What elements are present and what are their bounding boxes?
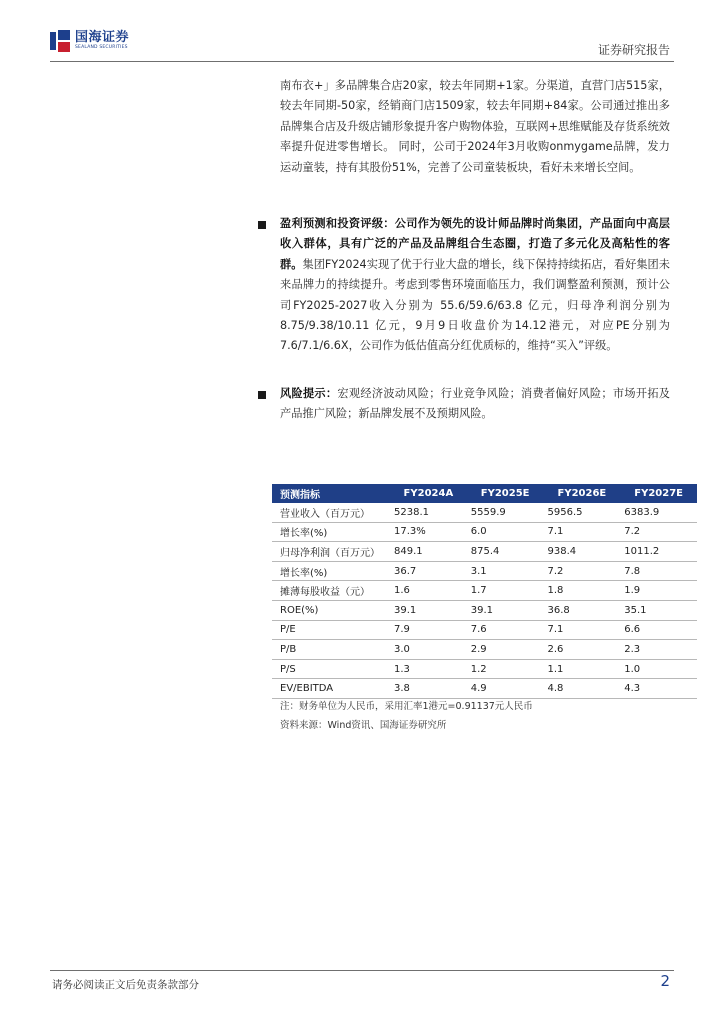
table-cell: 4.9 (467, 679, 544, 699)
table-cell: 5238.1 (390, 503, 467, 522)
table-row (272, 561, 697, 581)
table-cell: 5956.5 (544, 503, 621, 522)
forecast-body: 集团FY2024实现了优于行业大盘的增长，线下保持持续拓店，看好集团未来品牌力的持续提升。考虑到零售环境面临压力，我们调整盈利预测，预计公司FY2025-2027收入分别为 55.6/59.6/63.8 亿元，归母净利润分别为 8.75/9.38/10.11 亿元，9月9日收盘价为14.12港元，对应PE分别为7.6/7.1/6.6X，公司作为低估值高分红优质标的，维持“买入”评级。 (280, 257, 670, 353)
table-cell: 归母净利润（百万元） (272, 542, 390, 562)
risk-paragraph (280, 384, 670, 425)
footer-disclaimer: 请务必阅读正文后免责条款部分 (52, 979, 199, 991)
table-cell: EV/EBITDA (272, 679, 390, 699)
footer-divider (50, 970, 674, 971)
logo-name-cn: 国海证券 (75, 30, 130, 45)
page-number: 2 (660, 972, 670, 990)
table-cell: 7.2 (620, 522, 697, 542)
table-cell: 17.3% (390, 522, 467, 542)
brand-logo (50, 30, 129, 52)
table-cell: 营业收入（百万元） (272, 503, 390, 522)
table-cell: ROE(%) (272, 600, 390, 620)
intro-paragraph: 南布衣+」多品牌集合店20家，较去年同期+1家。分渠道，直营门店515家，较去年同期-50家，经销商门店1509家，较去年同期+84家。公司通过推出多品牌集合店及升级店铺形象提升客户购物体验，互联网+思维赋能及存货系统效率提升促进零售增长。 同时，公司于2024年3月收购onmygame品牌，发力运动童装，持有其股份51%，完善了公司童装板块，看好未来增长空间。 (280, 79, 670, 174)
table-cell: 2.3 (620, 640, 697, 660)
table-cell: 39.1 (467, 600, 544, 620)
table-row (272, 620, 697, 640)
risk-lead: 风险提示： (280, 387, 338, 400)
table-cell: 摊薄每股收益（元） (272, 581, 390, 601)
table-cell: 3.1 (467, 561, 544, 581)
table-cell: 增长率(%) (272, 561, 390, 581)
table-header-cell: 预测指标 (272, 484, 390, 503)
logo-icon (50, 30, 70, 52)
header-divider (50, 61, 674, 62)
table-cell: 6383.9 (620, 503, 697, 522)
table-cell: P/S (272, 659, 390, 679)
table-cell: 1.0 (620, 659, 697, 679)
table-cell: 3.8 (390, 679, 467, 699)
table-cell: 7.6 (467, 620, 544, 640)
table-cell: 7.9 (390, 620, 467, 640)
table-cell: 39.1 (390, 600, 467, 620)
table-row (272, 503, 697, 522)
table-cell: 1.6 (390, 581, 467, 601)
report-type-label: 证券研究报告 (597, 43, 670, 57)
table-cell: P/E (272, 620, 390, 640)
table-cell: 7.1 (544, 522, 621, 542)
table-row (272, 600, 697, 620)
table-cell: 1.7 (467, 581, 544, 601)
table-row (272, 659, 697, 679)
table-cell: 4.3 (620, 679, 697, 699)
source-note: 资料来源：Wind资讯、国海证券研究所 (280, 720, 447, 731)
table-cell: 1.9 (620, 581, 697, 601)
table-cell: 7.2 (544, 561, 621, 581)
table-row (272, 679, 697, 699)
table-cell: 增长率(%) (272, 522, 390, 542)
forecast-table (272, 484, 697, 699)
bullet-square-icon (258, 391, 266, 399)
table-cell: 938.4 (544, 542, 621, 562)
table-cell: 1.3 (390, 659, 467, 679)
forecast-lead: 盈利预测和投资评级：公司作为领先的设计师品牌时尚集团，产品面向中高层收入群体，具有广泛的产品及品牌组合生态圈，打造了多元化及高粘性的客群。 (280, 217, 670, 271)
risk-body: 宏观经济波动风险；行业竞争风险；消费者偏好风险；市场开拓及产品推广风险；新品牌发展不及预期风险。 (280, 387, 670, 421)
table-header-cell: FY2025E (467, 484, 544, 503)
table-cell: 1.8 (544, 581, 621, 601)
bullet-square-icon (258, 221, 266, 229)
table-cell: 1.1 (544, 659, 621, 679)
table-cell: 6.6 (620, 620, 697, 640)
table-cell: 1011.2 (620, 542, 697, 562)
forecast-paragraph (280, 214, 670, 357)
table-cell: 4.8 (544, 679, 621, 699)
table-row (272, 522, 697, 542)
table-cell: 7.8 (620, 561, 697, 581)
table-cell: 3.0 (390, 640, 467, 660)
table-row (272, 640, 697, 660)
table-cell: 1.2 (467, 659, 544, 679)
table-cell: P/B (272, 640, 390, 660)
table-cell: 35.1 (620, 600, 697, 620)
table-cell: 2.6 (544, 640, 621, 660)
table-header-cell: FY2027E (620, 484, 697, 503)
table-cell: 36.8 (544, 600, 621, 620)
table-row (272, 581, 697, 601)
table-cell: 5559.9 (467, 503, 544, 522)
table-header-cell: FY2026E (544, 484, 621, 503)
table-cell: 849.1 (390, 542, 467, 562)
table-cell: 36.7 (390, 561, 467, 581)
table-row (272, 542, 697, 562)
unit-note: 注：财务单位为人民币，采用汇率1港元=0.91137元人民币 (280, 701, 533, 712)
table-cell: 2.9 (467, 640, 544, 660)
table-cell: 7.1 (544, 620, 621, 640)
table-header-cell: FY2024A (390, 484, 467, 503)
table-cell: 6.0 (467, 522, 544, 542)
table-cell: 875.4 (467, 542, 544, 562)
table-header-row (272, 484, 697, 503)
logo-name-en: SEALAND SECURITIES (75, 45, 128, 50)
